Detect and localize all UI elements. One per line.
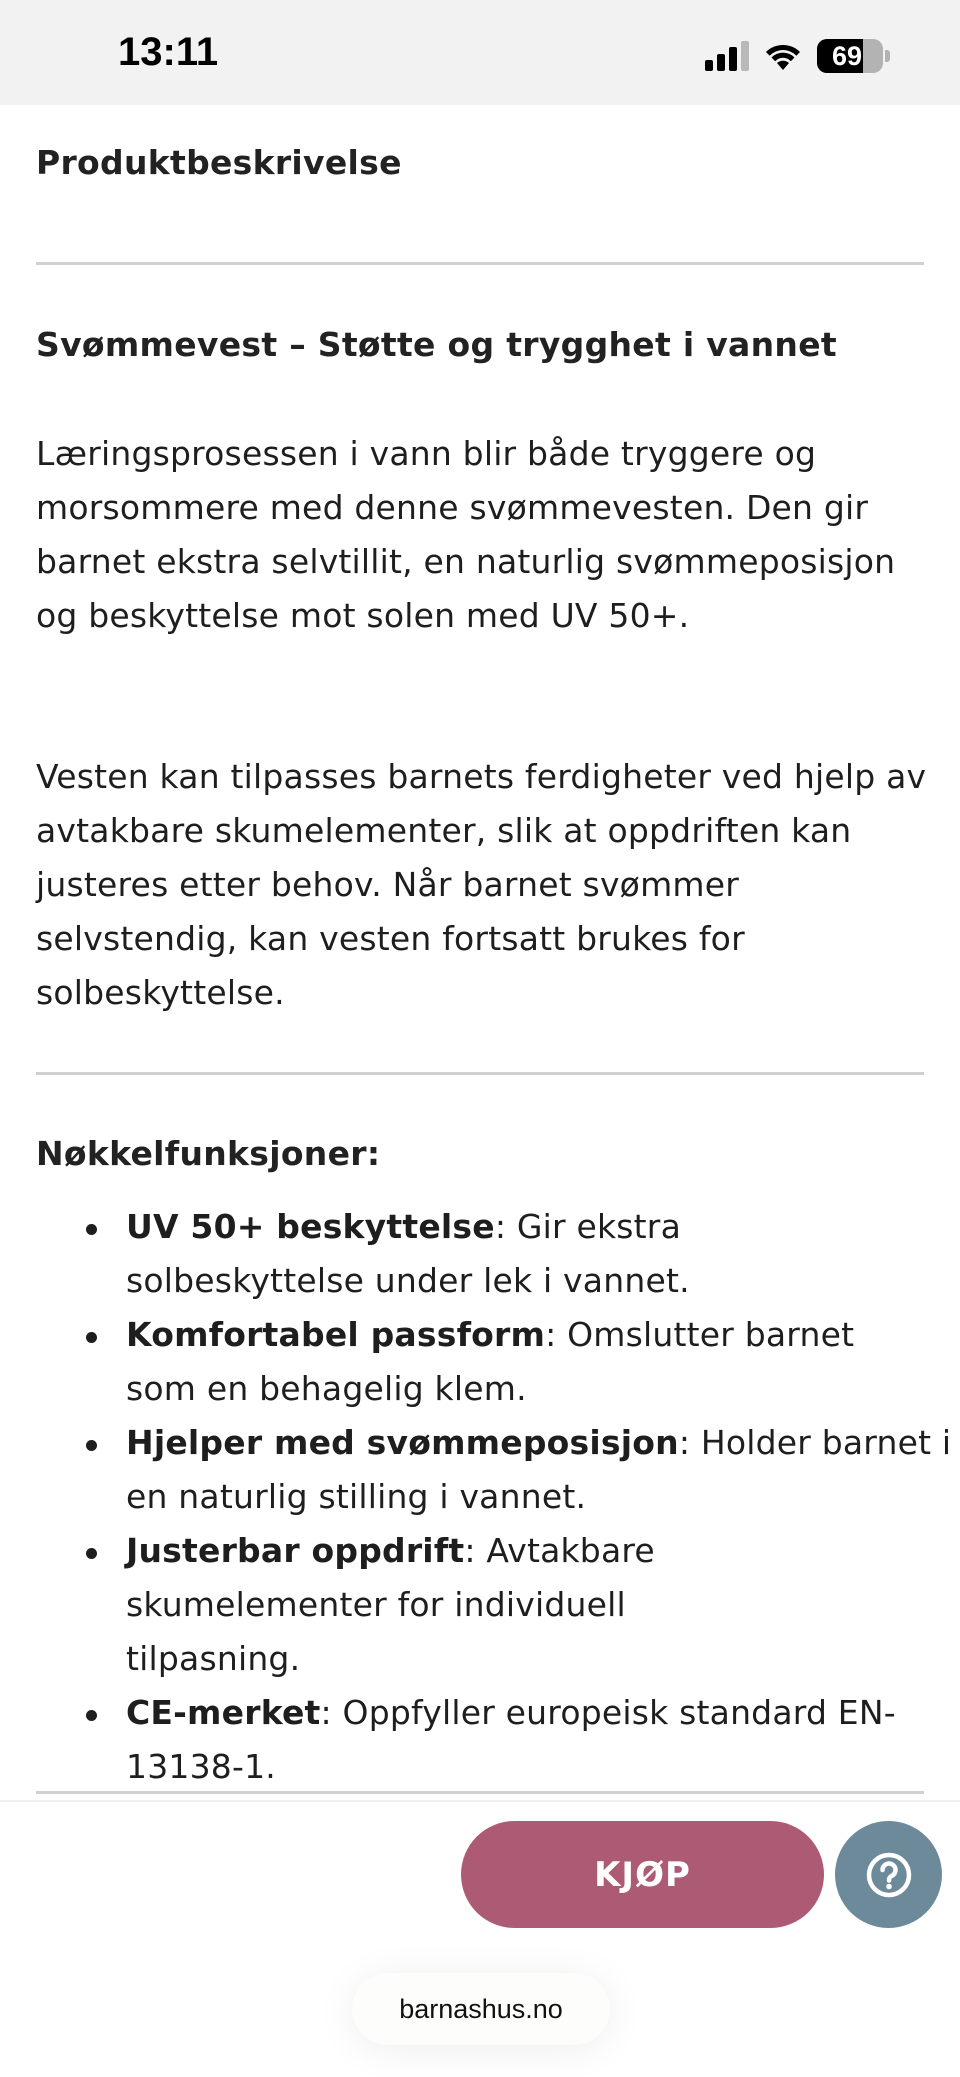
battery-tip — [885, 50, 890, 62]
description-paragraph-1: Læringsprosessen i vann blir både tryggere og morsommere med denne svømmevesten. Den gir barnet ekstra selvtillit, en naturlig svømmeposisjon og beskyttelse mot solen med UV 50+. — [36, 434, 896, 635]
status-time: 13:11 — [118, 30, 219, 74]
buy-button-label: KJØP — [594, 1854, 691, 1895]
feature-label: Justerbar oppdrift — [126, 1531, 465, 1570]
bullet-icon — [86, 1332, 97, 1343]
feature-text: : Omslutter barnet som en behagelig klem. — [126, 1315, 855, 1408]
feature-label: CE-merket — [126, 1693, 321, 1732]
features-list — [36, 1200, 952, 1794]
bullet-icon — [86, 1224, 97, 1235]
features-title: Nøkkelfunksjoner: — [36, 1134, 381, 1173]
question-circle-icon — [864, 1850, 914, 1900]
feature-item — [36, 1686, 916, 1794]
battery-icon — [817, 39, 883, 73]
feature-item — [36, 1524, 796, 1686]
divider — [36, 1791, 924, 1794]
cellular-signal-icon — [705, 41, 749, 71]
product-heading: Svømmevest – Støtte og trygghet i vannet — [36, 325, 837, 364]
bullet-icon — [86, 1710, 97, 1721]
url-text: barnashus.no — [399, 1993, 563, 2024]
feature-label: Komfortabel passform — [126, 1315, 546, 1354]
feature-text: : Avtakbare skumelementer for individuell tilpasning. — [126, 1531, 655, 1678]
feature-text: : Oppfyller europeisk standard EN-13138-1. — [126, 1693, 896, 1786]
help-button[interactable] — [835, 1821, 942, 1928]
status-icons — [705, 38, 890, 74]
battery-percent: 69 — [831, 40, 863, 71]
browser-address-bar[interactable] — [352, 1973, 610, 2045]
feature-item — [36, 1200, 796, 1308]
divider — [36, 262, 924, 265]
feature-label: UV 50+ beskyttelse — [126, 1207, 495, 1246]
bullet-icon — [86, 1548, 97, 1559]
description-paragraph-2: Vesten kan tilpasses barnets ferdigheter ved hjelp av avtakbare skumelementer, slik at oppdriften kan justeres etter behov. Når barnet svømmer selvstendig, kan vesten fortsatt brukes for solbeskyttelse. — [36, 757, 927, 1012]
status-bar — [0, 0, 960, 105]
feature-item — [36, 1416, 960, 1524]
feature-label: Hjelper med svømmeposisjon — [126, 1423, 679, 1462]
divider — [36, 1072, 924, 1075]
feature-text: : Holder barnet i en naturlig stilling i vannet. — [126, 1423, 952, 1516]
feature-text: : Gir ekstra solbeskyttelse under lek i vannet. — [126, 1207, 690, 1300]
bullet-icon — [86, 1440, 97, 1451]
buy-button[interactable] — [461, 1821, 824, 1928]
wifi-icon — [763, 41, 803, 71]
feature-item — [36, 1308, 916, 1416]
section-title[interactable]: Produktbeskrivelse — [36, 143, 402, 182]
